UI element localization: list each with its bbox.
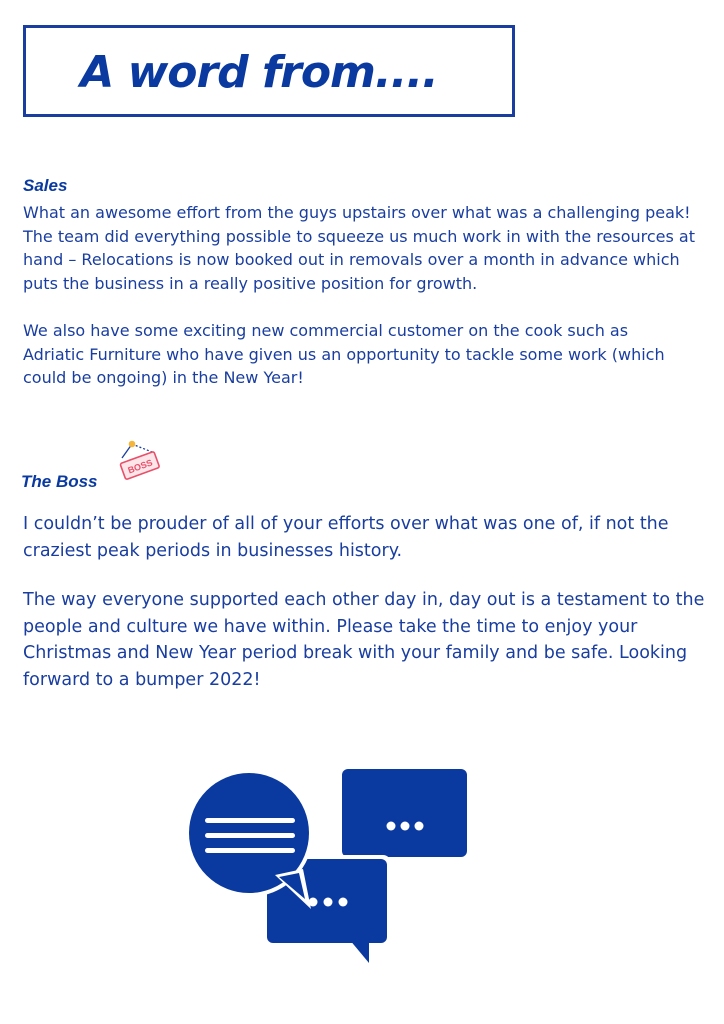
sales-paragraph-2: We also have some exciting new commercial customer on the cook such as Adriatic Furniture who have given us an opportunity to tackle some work (which could be ongoing) in the New Year! [23,321,665,387]
sales-paragraph-1: What an awesome effort from the guys upstairs over what was a challenging peak! The team did everything possible to squeeze us much work in with the resources at hand – Relocations is now booked out in removals over a month in advance which puts the business in a really positive position for growth. [23,203,695,293]
sales-heading: Sales [23,176,68,195]
title-box [23,25,515,117]
page-title: A word from.... [80,46,438,98]
boss-sign-icon [118,438,164,485]
chat-bubbles-icon [187,767,472,972]
boss-heading: The Boss [21,472,98,491]
boss-paragraph-1: I couldn’t be prouder of all of your efforts over what was one of, if not the craziest peak periods in businesses history. [23,514,669,561]
boss-paragraph-2: The way everyone supported each other day in, day out is a testament to the people and culture we have within. Please take the time to enjoy your Christmas and New Year period break with your family and be safe. Looking forward to a bumper 2022! [23,590,705,690]
boss-sign-text: BOSS [126,457,154,476]
